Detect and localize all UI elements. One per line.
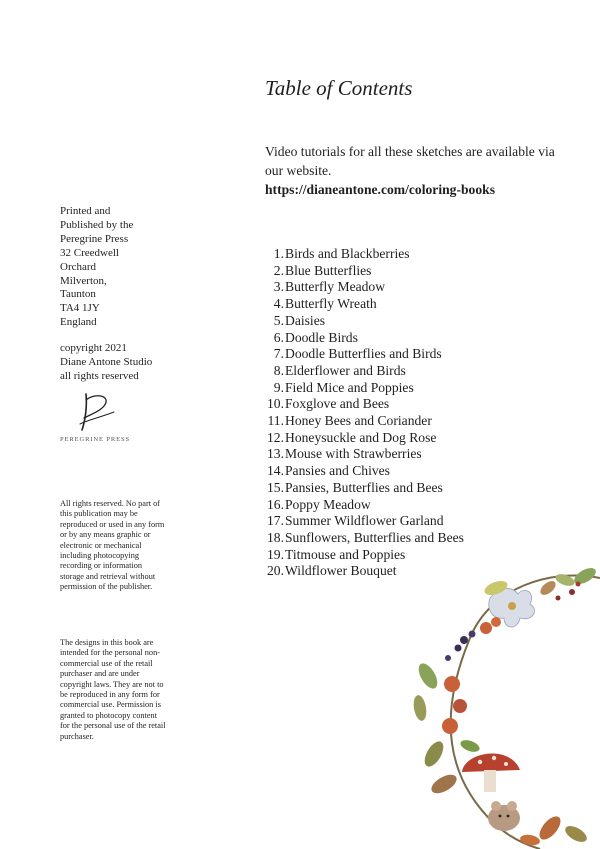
- publisher-line: Milverton,: [60, 274, 107, 287]
- toc-number: 6.: [273, 329, 284, 345]
- toc-title: Poppy Meadow: [285, 496, 371, 512]
- publisher-address: [60, 205, 180, 330]
- toc-number: 16.: [267, 496, 284, 512]
- toc-title: Doodle Birds: [285, 329, 358, 345]
- publisher-line: TA4 1JY: [60, 302, 100, 315]
- toc-number: 15.: [267, 479, 284, 495]
- toc-number: 10.: [267, 396, 284, 412]
- toc-number: 1.: [273, 246, 284, 261]
- toc-title: Mouse with Strawberries: [285, 446, 422, 462]
- toc-title: Doodle Butterflies and Birds: [285, 346, 442, 362]
- table-of-contents: [265, 246, 464, 580]
- toc-number: 3.: [273, 279, 284, 295]
- toc-title: Wildflower Bouquet: [285, 563, 397, 579]
- toc-item: [265, 497, 464, 514]
- toc-number: 13.: [267, 446, 284, 462]
- wildflower-wreath-illustration: [400, 558, 600, 849]
- publisher-line: Orchard: [60, 260, 97, 273]
- toc-title: Honeysuckle and Dog Rose: [285, 429, 437, 445]
- toc-item: [265, 430, 464, 447]
- toc-title: Sunflowers, Butterflies and Bees: [285, 529, 464, 545]
- toc-title: Summer Wildflower Garland: [285, 513, 444, 529]
- toc-item: [265, 380, 464, 397]
- toc-number: 17.: [267, 513, 284, 529]
- toc-item: [265, 346, 464, 363]
- intro-block: [265, 142, 565, 199]
- toc-title: Titmouse and Poppies: [285, 546, 406, 562]
- toc-item: [265, 330, 464, 347]
- toc-title: Butterfly Meadow: [285, 279, 386, 295]
- toc-title: Blue Butterflies: [285, 262, 372, 278]
- toc-item: [265, 363, 464, 380]
- toc-number: 8.: [273, 362, 284, 378]
- toc-title: Field Mice and Poppies: [285, 379, 414, 395]
- toc-number: 14.: [267, 463, 284, 479]
- toc-item: [265, 463, 464, 480]
- toc-number: 5.: [273, 312, 284, 328]
- peregrine-p-icon: [74, 390, 118, 432]
- website-link[interactable]: https://dianeantone.com/coloring-books: [265, 182, 495, 197]
- toc-item: [265, 396, 464, 413]
- toc-title: Daisies: [285, 312, 326, 328]
- toc-item: [265, 530, 464, 547]
- toc-item: [265, 296, 464, 313]
- publisher-line: Published by the: [60, 218, 134, 231]
- page-title: Table of Contents: [265, 76, 413, 100]
- toc-title: Birds and Blackberries: [285, 246, 410, 261]
- publisher-line: Printed and: [60, 205, 111, 217]
- toc-item: [265, 263, 464, 280]
- logo-text: PEREGRINE PRESS: [60, 436, 131, 443]
- copyright-line: Diane Antone Studio: [60, 355, 153, 368]
- toc-number: 4.: [273, 296, 284, 312]
- publisher-line: Peregrine Press: [60, 232, 129, 245]
- toc-number: 12.: [267, 429, 284, 445]
- toc-item: [265, 413, 464, 430]
- toc-number: 19.: [267, 546, 284, 562]
- toc-number: 9.: [273, 379, 284, 395]
- toc-item: [265, 279, 464, 296]
- usage-notice: The designs in this book are intended for the personal non-commercial use of the retail purchaser and are under copyright laws. They are not to be reproduced in any form for commercial use. Permission is granted to photocopy content for the personal use of the retail purchaser.: [60, 638, 166, 741]
- toc-item: [265, 446, 464, 463]
- toc-number: 11.: [267, 413, 284, 429]
- copyright-line: copyright 2021: [60, 342, 127, 354]
- publisher-line: England: [60, 316, 97, 329]
- rights-notice: All rights reserved. No part of this publication may be reproduced or used in any form or by any means graphic or electronic or mechanical including photocopying recording or information storage and retrieval without permission of the publisher.: [60, 499, 165, 592]
- toc-title: Pansies, Butterflies and Bees: [285, 479, 443, 495]
- publisher-line: Taunton: [60, 288, 96, 301]
- toc-title: Honey Bees and Coriander: [285, 413, 432, 429]
- intro-text: Video tutorials for all these sketches are available via our website.: [265, 144, 555, 178]
- toc-item: [265, 246, 464, 263]
- copyright-block: [60, 342, 190, 384]
- toc-item: [265, 480, 464, 497]
- toc-number: 18.: [267, 529, 284, 545]
- toc-title: Elderflower and Birds: [285, 362, 406, 378]
- copyright-line: all rights reserved: [60, 369, 139, 382]
- publisher-line: 32 Creedwell: [60, 246, 119, 259]
- toc-number: 2.: [273, 262, 284, 278]
- publisher-logo: [60, 390, 150, 443]
- toc-title: Butterfly Wreath: [285, 296, 377, 312]
- toc-item: [265, 313, 464, 330]
- toc-title: Pansies and Chives: [285, 463, 390, 479]
- toc-number: 7.: [273, 346, 284, 362]
- toc-number: 20.: [267, 563, 284, 579]
- toc-title: Foxglove and Bees: [285, 396, 390, 412]
- toc-item: [265, 513, 464, 530]
